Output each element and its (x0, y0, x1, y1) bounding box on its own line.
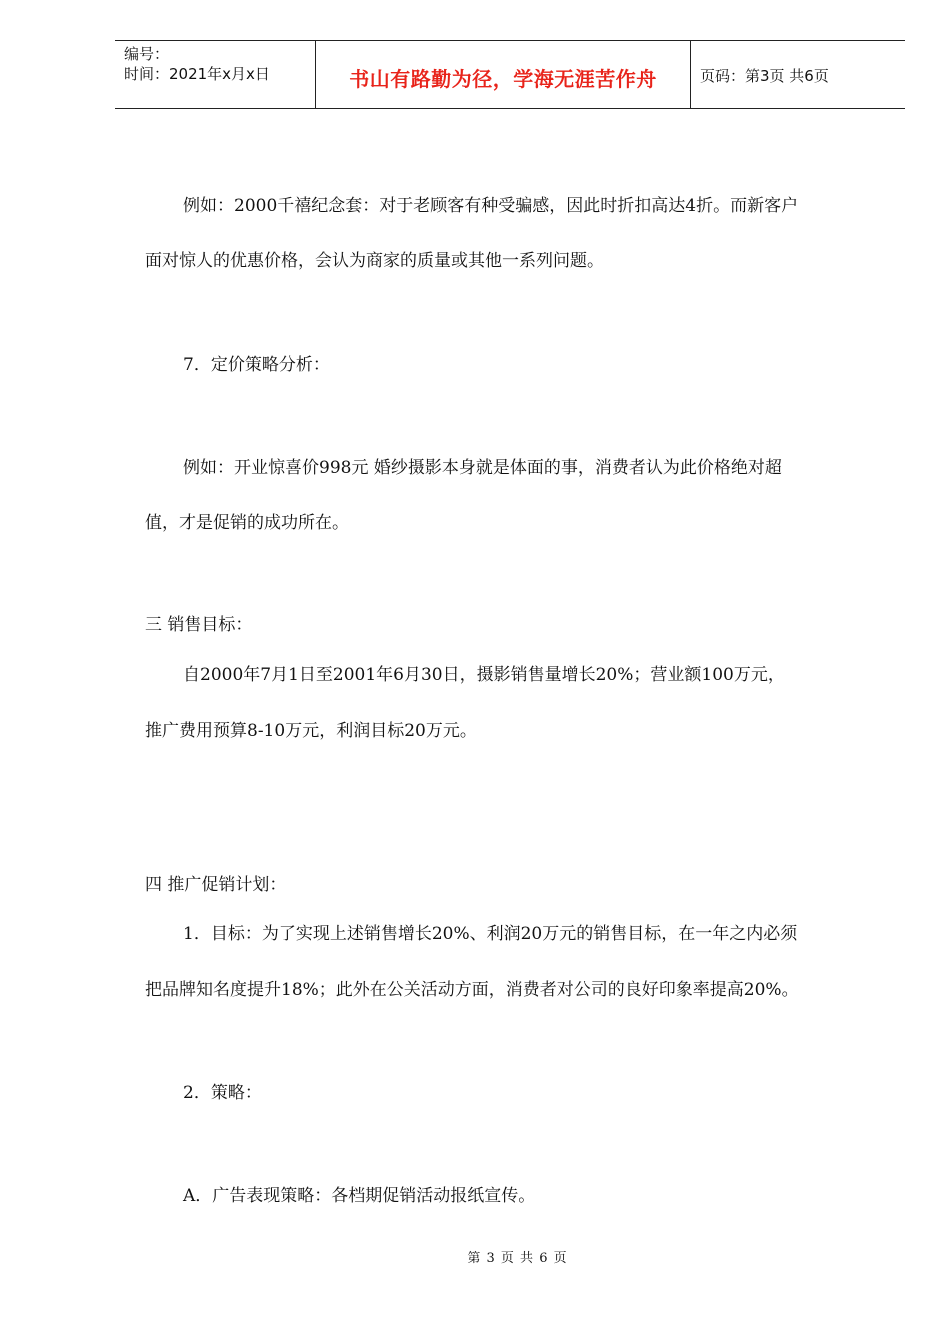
header-meta-cell (115, 41, 315, 108)
header-motto: 书山有路勤为径，学海无涯苦作舟 (349, 67, 657, 91)
paragraph-line: 例如：开业惊喜价998元 婚纱摄影本身就是体面的事，消费者认为此价格绝对超 (183, 458, 782, 478)
document-time-label: 时间：2021年x月x日 (124, 65, 270, 83)
paragraph-line: 推广费用预算8-10万元，利润目标20万元。 (145, 721, 477, 741)
page-header (115, 40, 905, 109)
document-number-label: 编号： (124, 45, 170, 63)
header-page-info: 页码：第3页 共6页 (700, 67, 829, 85)
page-footer (0, 1247, 950, 1266)
paragraph-line: 例如：2000千禧纪念套：对于老顾客有种受骗感，因此时折扣高达4折。而新客户 (183, 196, 799, 216)
section-heading: 三 销售目标： (145, 615, 253, 635)
header-page-cell (691, 41, 905, 108)
paragraph-line: 1．目标：为了实现上述销售增长20%、利润20万元的销售目标，在一年之内必须 (183, 924, 798, 944)
paragraph-line: 把品牌知名度提升18%；此外在公关活动方面，消费者对公司的良好印象率提高20%。 (145, 980, 799, 1000)
paragraph-line: 值，才是促销的成功所在。 (145, 513, 349, 533)
section-heading: 四 推广促销计划： (145, 875, 287, 895)
section-heading: 2．策略： (183, 1083, 262, 1103)
section-heading: 7．定价策略分析： (183, 355, 330, 375)
header-motto-cell (315, 41, 691, 108)
paragraph-line: 自2000年7月1日至2001年6月30日，摄影销售量增长20%；营业额100万元， (183, 665, 785, 685)
paragraph-line: 面对惊人的优惠价格，会认为商家的质量或其他一系列问题。 (145, 251, 604, 271)
footer-page-number: 第 3 页 共 6 页 (467, 1251, 568, 1266)
paragraph-line: A．广告表现策略：各档期促销活动报纸宣传。 (183, 1186, 536, 1206)
